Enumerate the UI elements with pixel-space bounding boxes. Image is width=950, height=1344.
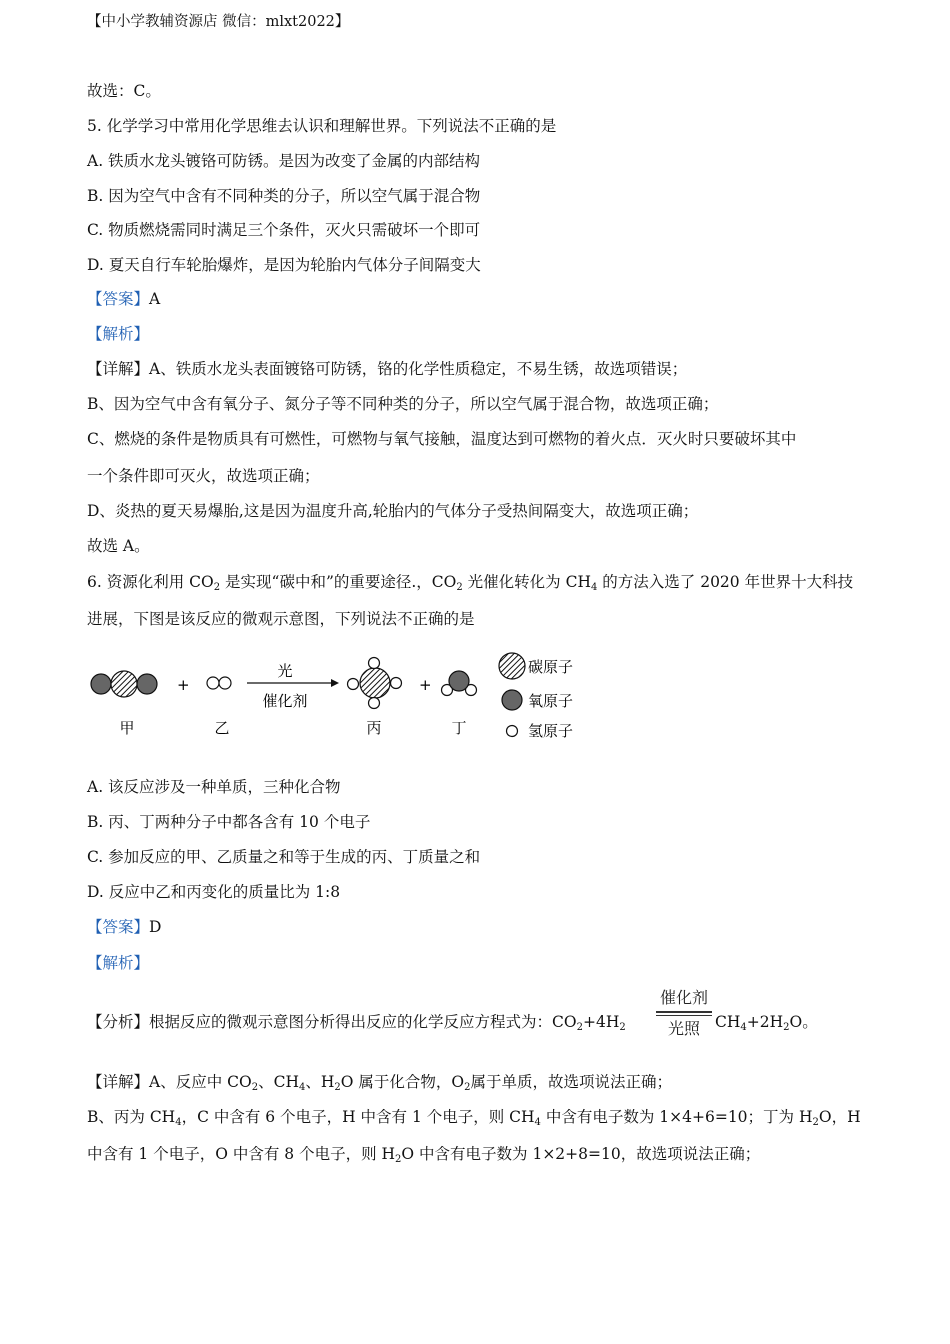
equation-part: +4H <box>582 1013 620 1031</box>
q5-detail-a <box>87 359 687 379</box>
legend-hydrogen-label: 氢原子 <box>528 722 574 740</box>
subscript: 2 <box>334 1082 341 1093</box>
reaction-arrow <box>247 679 339 687</box>
legend-carbon-label: 碳原子 <box>528 658 574 676</box>
equation-light: 光照 <box>667 1019 700 1038</box>
q6-detail-tag: 【详解】 <box>87 1073 150 1091</box>
reaction-micro-diagram <box>87 650 587 750</box>
arrow-condition-light: 光 <box>277 662 293 680</box>
page-header: 【中小学教辅资源店 微信：mlxt2022】 <box>87 14 350 30</box>
equation-part: CO <box>552 1013 577 1031</box>
label-jia: 甲 <box>119 719 135 737</box>
subscript: 2 <box>576 1022 583 1033</box>
q6-detail-a <box>87 1072 672 1092</box>
equation-catalyst: 催化剂 <box>659 988 708 1007</box>
subscript: 4 <box>298 1082 306 1093</box>
detail-part: O 属于化合物，O <box>340 1073 465 1091</box>
q5-conclusion: 故选 A。 <box>87 537 150 555</box>
equation-part: CH <box>715 1013 741 1031</box>
q6-option-a: A. 该反应涉及一种单质，三种化合物 <box>87 778 341 796</box>
q6-fenxi <box>87 1012 626 1032</box>
legend-carbon <box>499 653 573 679</box>
q5-stem: 5. 化学学习中常用化学思维去认识和理解世界。下列说法不正确的是 <box>87 117 557 135</box>
detail-part: 属于单质，故选项说法正确； <box>470 1073 672 1091</box>
q5-answer <box>87 289 160 309</box>
stem-text: 是实现“碳中和”的重要途径.，CO <box>220 573 457 591</box>
q5-detail-c: C、燃烧的条件是物质具有可燃性，可燃物与氧气接触，温度达到可燃物的着火点．灭火时只要破坏其中 <box>87 430 797 448</box>
detail-part: ，C 中含有 6 个电子，H 中含有 1 个电子，则 CH <box>181 1108 535 1126</box>
label-yi: 乙 <box>214 719 230 737</box>
equation-part: +2H <box>746 1013 784 1031</box>
detail-part: 、CH <box>258 1073 299 1091</box>
q5-analysis-tag: 【解析】 <box>87 325 150 343</box>
q6-option-c: C. 参加反应的甲、乙质量之和等于生成的丙、丁质量之和 <box>87 848 481 866</box>
legend-hydrogen <box>507 722 574 740</box>
q5-detail-d: D、炎热的夏天易爆胎,这是因为温度升高,轮胎内的气体分子受热间隔变大，故选项正确； <box>87 502 699 520</box>
q6-detail-b-line2 <box>87 1144 760 1164</box>
subscript: 4 <box>740 1022 747 1033</box>
q5-option-b: B. 因为空气中含有不同种类的分子，所以空气属于混合物 <box>87 187 481 205</box>
legend-oxygen-label: 氧原子 <box>528 692 574 710</box>
q6-option-d: D. 反应中乙和丙变化的质量比为 1:8 <box>87 883 341 901</box>
subscript: 2 <box>619 1022 626 1033</box>
q5-option-d: D. 夏天自行车轮胎爆炸，是因为轮胎内气体分子间隔变大 <box>87 256 481 274</box>
equation-conditions <box>656 987 712 1040</box>
subscript: 2 <box>213 582 221 593</box>
molecule-co2 <box>91 671 157 697</box>
detail-part: 、H <box>305 1073 335 1091</box>
detail-part: 中含有电子数为 1×4+6=10；丁为 H <box>540 1108 813 1126</box>
stem-text: 光催化转化为 CH <box>462 573 591 591</box>
legend-oxygen <box>502 690 573 710</box>
subscript: 2 <box>395 1154 402 1165</box>
q5-detail-tag: 【详解】 <box>87 360 150 378</box>
subscript: 2 <box>464 1082 471 1093</box>
molecule-ch4 <box>348 658 402 709</box>
plus-sign-2: + <box>419 676 432 694</box>
molecule-h2 <box>207 677 231 689</box>
detail-part: O 中含有电子数为 1×2+8=10，故选项说法正确； <box>401 1145 761 1163</box>
q6-fenxi-text: 根据反应的微观示意图分析得出反应的化学反应方程式为： <box>149 1013 553 1031</box>
subscript: 4 <box>590 582 598 593</box>
detail-part: A、反应中 CO <box>149 1073 252 1091</box>
q6-answer-tag: 【答案】 <box>87 918 150 936</box>
detail-part: O，H <box>818 1108 861 1126</box>
q6-detail-b-line1 <box>87 1107 861 1127</box>
q6-fenxi-tag: 【分析】 <box>87 1013 150 1031</box>
q5-answer-tag: 【答案】 <box>87 290 150 308</box>
subscript: 2 <box>251 1082 259 1093</box>
q5-option-a: A. 铁质水龙头镀铬可防锈。是因为改变了金属的内部结构 <box>87 152 481 170</box>
detail-part: 中含有 1 个电子，O 中含有 8 个电子，则 H <box>87 1145 396 1163</box>
q6-analysis-tag: 【解析】 <box>87 954 150 972</box>
plus-sign-1: + <box>177 676 190 694</box>
equation-part: O。 <box>789 1013 818 1031</box>
stem-text: 6. 资源化利用 CO <box>87 573 214 591</box>
q5-detail-line: A、铁质水龙头表面镀铬可防锈，铬的化学性质稳定，不易生锈，故选项错误； <box>149 360 688 378</box>
molecule-h2o <box>442 671 477 696</box>
q6-option-b: B. 丙、丁两种分子中都各含有 10 个电子 <box>87 813 371 831</box>
stem-text: 的方法入选了 2020 年世界十大科技 <box>597 573 854 591</box>
subscript: 4 <box>534 1117 541 1128</box>
q6-answer <box>87 917 161 937</box>
label-ding: 丁 <box>451 719 467 737</box>
subscript: 2 <box>783 1022 790 1033</box>
q5-detail-b: B、因为空气中含有氧分子、氮分子等不同种类的分子，所以空气属于混合物，故选项正确； <box>87 395 719 413</box>
subscript: 2 <box>456 582 463 593</box>
subscript: 2 <box>812 1117 819 1128</box>
subscript: 4 <box>175 1117 182 1128</box>
arrow-condition-catalyst: 催化剂 <box>262 692 308 710</box>
q6-stem-line1 <box>87 572 853 592</box>
previous-conclusion: 故选：C。 <box>87 82 161 100</box>
q5-detail-c-cont: 一个条件即可灭火，故选项正确； <box>87 467 320 485</box>
q6-answer-value: D <box>149 918 162 936</box>
q5-answer-value: A <box>149 290 161 308</box>
q6-stem-line2: 进展，下图是该反应的微观示意图，下列说法不正确的是 <box>87 610 475 628</box>
detail-part: B、丙为 CH <box>87 1108 176 1126</box>
q6-equation-right <box>715 1012 818 1032</box>
q5-option-c: C. 物质燃烧需同时满足三个条件，灭火只需破坏一个即可 <box>87 221 481 239</box>
equation-bar <box>656 1011 712 1016</box>
label-bing: 丙 <box>366 719 382 737</box>
